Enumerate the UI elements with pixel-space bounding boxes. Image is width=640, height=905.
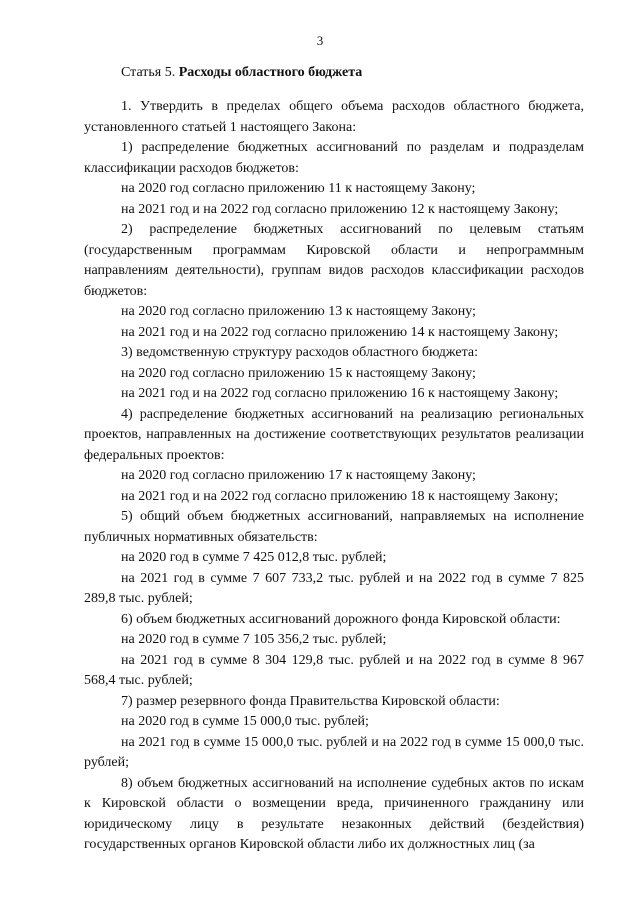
paragraph: 4) распределение бюджетных ассигнований на реализацию региональных проектов, направленных на достижение соответствующих результатов реализации федеральных проектов: xyxy=(84,406,584,463)
article-number: Статья 5. xyxy=(121,65,176,80)
paragraph: на 2021 год и на 2022 год согласно приложению 16 к настоящему Закону; xyxy=(121,386,559,401)
paragraph: 8) объем бюджетных ассигнований на исполнение судебных актов по искам к Кировской области о возмещении вреда, причиненного гражданину или юридическому лицу в результате незаконных действий (бездействия) государственных органов Кировской области либо их должностных лиц (за xyxy=(84,775,584,852)
paragraph: на 2021 год в сумме 7 607 733,2 тыс. рублей и на 2022 год в сумме 7 825 289,8 тыс. рублей; xyxy=(84,570,584,606)
paragraph: 6) объем бюджетных ассигнований дорожного фонда Кировской области: xyxy=(121,611,561,627)
paragraph: на 2020 год согласно приложению 17 к настоящему Закону; xyxy=(121,468,476,483)
paragraph: на 2021 год и на 2022 год согласно приложению 12 к настоящему Закону; xyxy=(121,201,559,217)
paragraph: на 2020 год в сумме 15 000,0 тыс. рублей; xyxy=(121,714,369,729)
paragraph: на 2020 год согласно приложению 11 к настоящему Закону; xyxy=(121,181,476,196)
paragraph: 7) размер резервного фонда Правительства Кировской области: xyxy=(121,693,500,709)
paragraph: на 2020 год в сумме 7 425 012,8 тыс. рублей; xyxy=(121,550,387,565)
article-heading xyxy=(121,65,362,81)
paragraph: 3) ведомственную структуру расходов областного бюджета: xyxy=(121,345,478,360)
paragraph: на 2020 год согласно приложению 13 к настоящему Закону; xyxy=(121,304,476,319)
paragraph: 5) общий объем бюджетных ассигнований, направляемых на исполнение публичных нормативных обязательств: xyxy=(84,509,584,545)
paragraph: 1) распределение бюджетных ассигнований по разделам и подразделам классификации расходов бюджетов: xyxy=(84,140,584,176)
paragraph: на 2021 год и на 2022 год согласно приложению 14 к настоящему Закону; xyxy=(121,324,559,340)
article-title: Расходы областного бюджета xyxy=(178,65,363,80)
paragraph: на 2021 год и на 2022 год согласно приложению 18 к настоящему Закону; xyxy=(121,488,559,504)
paragraph: на 2021 год в сумме 8 304 129,8 тыс. рублей и на 2022 год в сумме 8 967 568,4 тыс. рублей; xyxy=(84,652,584,688)
paragraph: на 2020 год в сумме 7 105 356,2 тыс. рублей; xyxy=(121,632,387,647)
document-body xyxy=(84,97,584,856)
page-number: 3 xyxy=(316,33,324,48)
paragraph: на 2020 год согласно приложению 15 к настоящему Закону; xyxy=(121,365,476,381)
paragraph: 2) распределение бюджетных ассигнований по целевым статьям (государственным программам Кировской области и непрограммным направлениям деятельности), группам видов расходов классификации расходов бюджетов: xyxy=(84,222,584,299)
paragraph: 1. Утвердить в пределах общего объема расходов областного бюджета, установленного статьей 1 настоящего Закона: xyxy=(84,99,584,135)
paragraph: на 2021 год в сумме 15 000,0 тыс. рублей и на 2022 год в сумме 15 000,0 тыс. рублей; xyxy=(84,734,584,770)
